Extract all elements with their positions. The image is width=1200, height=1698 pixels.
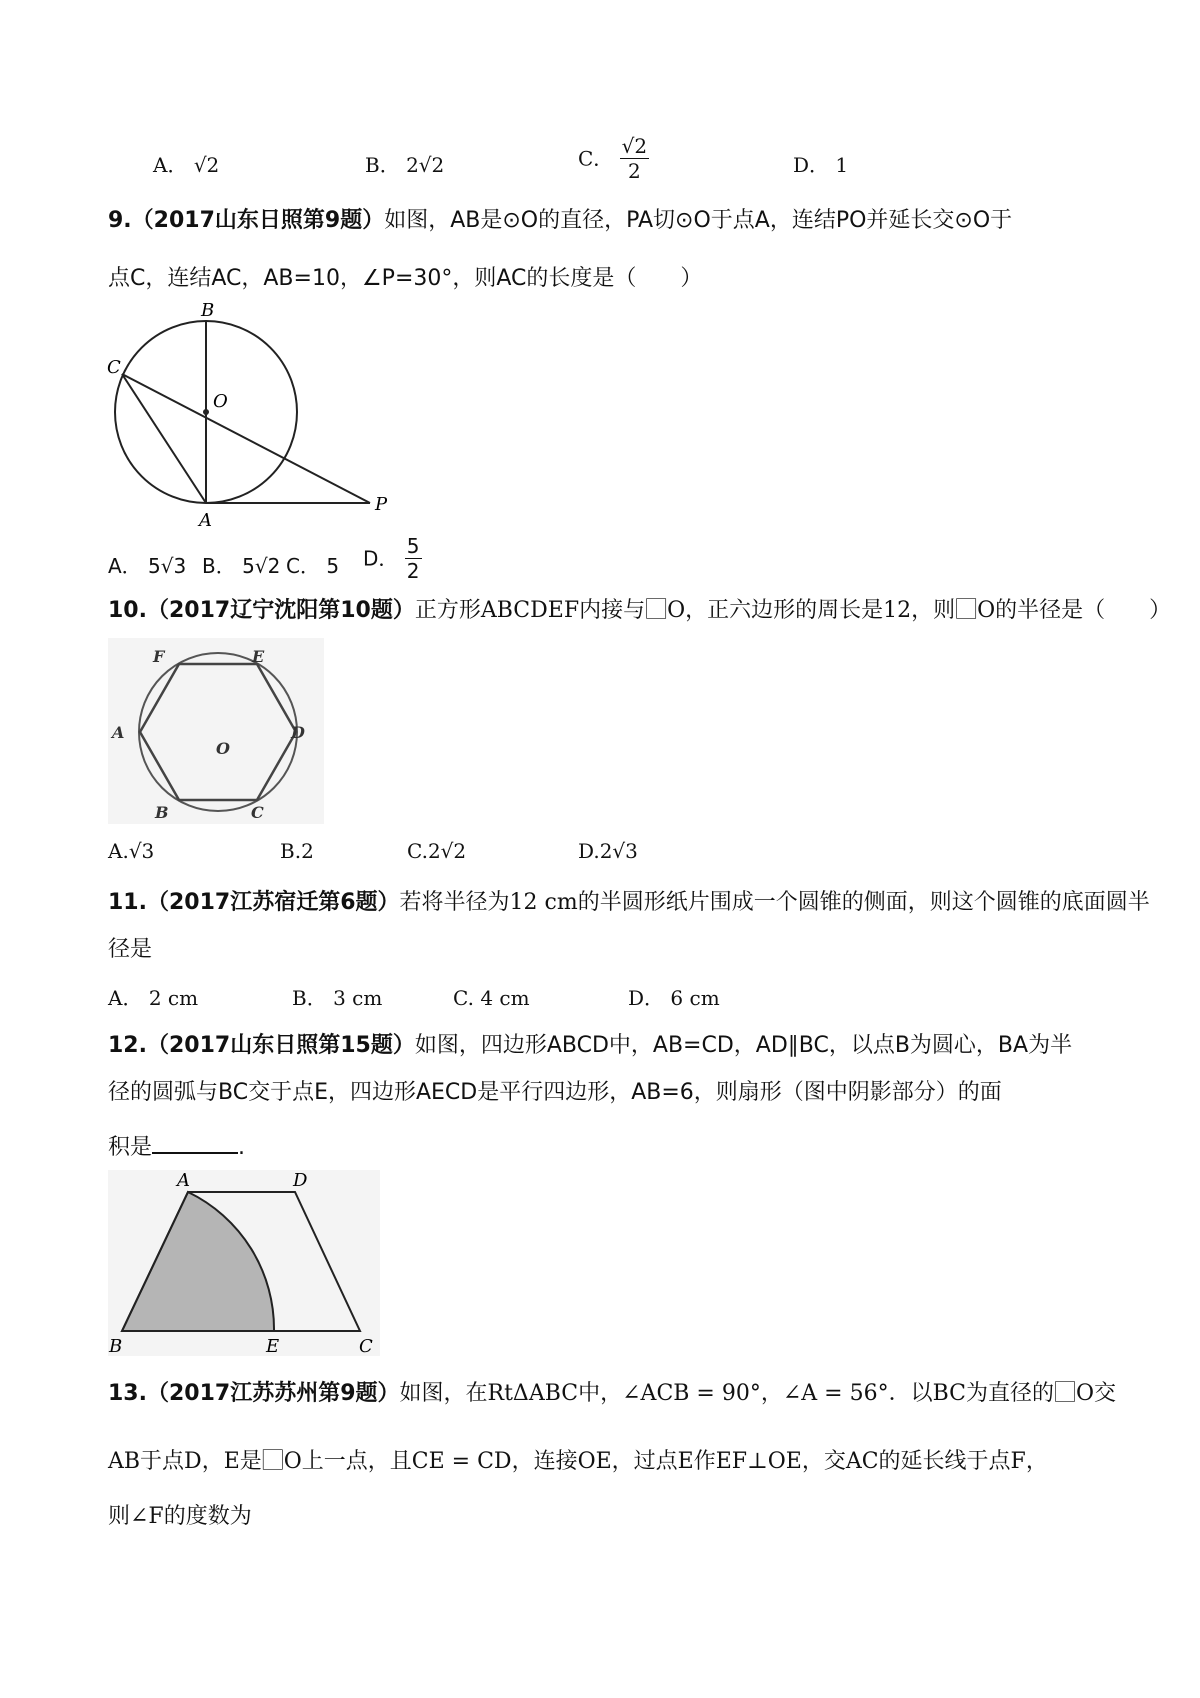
q9-option-d-fraction: $\frac{5}{2}$ bbox=[406, 534, 420, 583]
q10-label-f: F bbox=[153, 647, 165, 666]
q13-line1: 13.（2017江苏苏州第9题）如图，在RtΔABC中，∠ACB = 90°，∠A = 56°．以BC为直径的⃞O交 bbox=[108, 1381, 1117, 1406]
q8-option-b: B． 2√2 bbox=[365, 153, 445, 177]
q10-option-d: D.2√3 bbox=[578, 839, 638, 863]
q11-option-b: B． 3 cm bbox=[292, 986, 383, 1010]
q12-shaded-sector bbox=[122, 1192, 274, 1331]
q12-line1: 12.（2017山东日照第15题）如图，四边形ABCD中，AB=CD，AD∥BC，以点B为圆心，BA为半 bbox=[108, 1033, 1073, 1058]
q8-option-c-fraction: $\frac{√2}{2}$ bbox=[621, 134, 648, 183]
q11-line2: 径是 bbox=[108, 937, 153, 962]
q12-label-b: B bbox=[109, 1336, 123, 1356]
q10-figure-frame bbox=[108, 638, 324, 824]
q9-option-a: A． 5√3 bbox=[108, 554, 187, 578]
q12-label-e: E bbox=[266, 1336, 280, 1356]
q9-label-p: P bbox=[375, 494, 388, 515]
q9-label-o: O bbox=[213, 391, 228, 412]
q9-option-c: C． 5 bbox=[286, 554, 340, 578]
q10-label-d: D bbox=[291, 723, 305, 742]
q9-line2: 点C，连结AC，AB=10，∠P=30°，则AC的长度是（ ） bbox=[108, 266, 703, 291]
q11-option-a: A． 2 cm bbox=[108, 986, 199, 1010]
q9-label-b: B bbox=[201, 300, 215, 321]
q8-option-d: D． 1 bbox=[793, 153, 849, 177]
q10-label-e: E bbox=[252, 647, 265, 666]
q12-line2: 径的圆弧与BC交于点E，四边形AECD是平行四边形，AB=6，则扇形（图中阴影部分）的面 bbox=[108, 1080, 1002, 1105]
q9-option-b: B． 5√2 bbox=[202, 554, 281, 578]
q12-figure bbox=[108, 1170, 380, 1356]
q10-circle bbox=[139, 653, 297, 811]
q10-label-c: C bbox=[251, 803, 264, 822]
q12-line3: 积是 . bbox=[108, 1130, 245, 1162]
q10-option-b: B.2 bbox=[280, 839, 314, 863]
q10-line1: 10.（2017辽宁沈阳第10题）正方形ABCDEF内接与⃞O，正六边形的周长是12，则⃞O的半径是（ ） bbox=[108, 598, 1172, 623]
q9-label-a: A bbox=[199, 510, 212, 530]
q12-label-c: C bbox=[359, 1336, 373, 1356]
q10-label-a: A bbox=[112, 723, 125, 742]
q10-figure bbox=[108, 638, 324, 824]
q10-label-b: B bbox=[155, 803, 169, 822]
q11-line1: 11.（2017江苏宿迁第6题）若将半径为12 cm的半圆形纸片围成一个圆锥的侧面，则这个圆锥的底面圆半 bbox=[108, 890, 1150, 915]
q13-line3: 则∠F的度数为 bbox=[108, 1504, 252, 1529]
q8-option-a: A． √2 bbox=[153, 153, 220, 177]
q9-line-cp bbox=[122, 374, 370, 503]
q9-option-d: D． $\frac{5}{2}$ bbox=[363, 534, 420, 583]
q11-option-d: D． 6 cm bbox=[628, 986, 720, 1010]
q8-option-c: C． $\frac{√2}{2}$ bbox=[578, 134, 648, 183]
q12-answer-blank bbox=[152, 1130, 238, 1154]
q9-line-ac bbox=[122, 374, 206, 503]
q9-figure bbox=[100, 300, 400, 530]
q10-option-c: C.2√2 bbox=[407, 839, 467, 863]
q9-center-dot bbox=[203, 409, 209, 415]
q13-line2: AB于点D，E是⃞O上一点，且CE = CD，连接OE，过点E作EF⊥OE，交AC的延长线于点F， bbox=[108, 1449, 1048, 1474]
q9-label-c: C bbox=[107, 357, 121, 378]
q10-option-a: A.√3 bbox=[108, 839, 155, 863]
q10-hexagon bbox=[140, 664, 296, 800]
q10-label-o: O bbox=[216, 739, 230, 758]
q9-line1: 9.（2017山东日照第9题）如图，AB是⊙O的直径，PA切⊙O于点A，连结PO并延长交⊙O于 bbox=[108, 208, 1013, 233]
q12-label-a: A bbox=[177, 1170, 190, 1191]
q12-label-d: D bbox=[293, 1170, 308, 1191]
q12-figure-frame bbox=[108, 1170, 380, 1356]
q11-option-c: C. 4 cm bbox=[453, 986, 530, 1010]
